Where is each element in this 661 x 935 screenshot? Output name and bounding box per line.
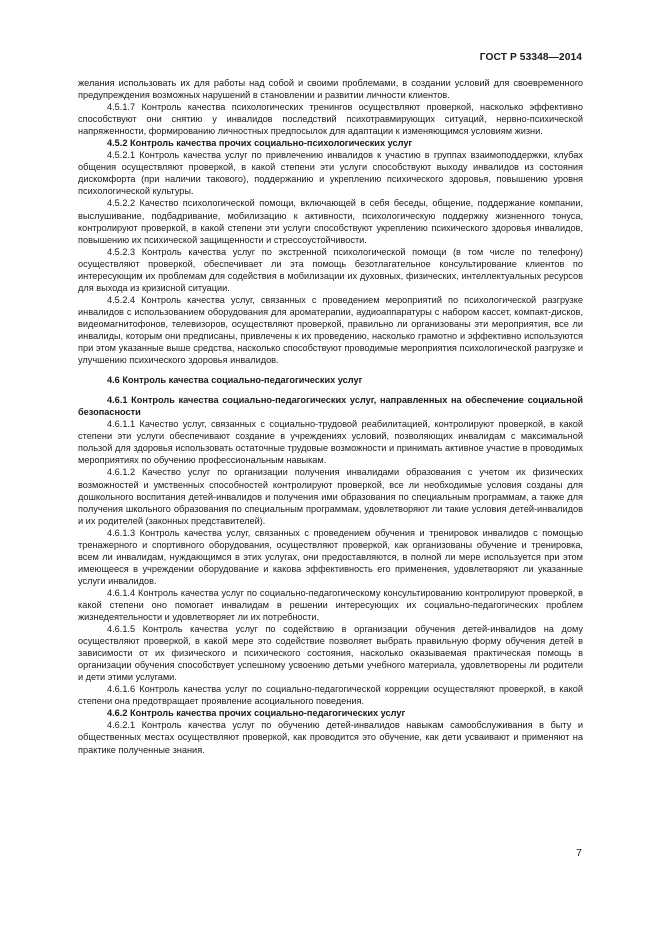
paragraph: 4.6.1.2 Качество услуг по организации получения инвалидами образования с учетом их физических возможностей и умственных способностей контролируют проверкой, все ли необходимые условия созданы для дошкольного воспитания детей-инвалидов и получения ими образования по специальным программам, а также для получения школьного образования по специальным программам, удовлетворяют ли такие условия детей-инвалидов и их родителей (законных представителей).: [78, 467, 583, 526]
paragraph: 4.6.1.1 Качество услуг, связанных с социально-трудовой реабилитацией, контролируют проверкой, в какой степени эти услуги обеспечивают создание в учреждениях условий, позволяющих инвалидам с максимальной пользой для здоровья использовать остаточные трудовые возможности и принимать активное участие в проводимых мероприятиях по обучению профессиональным навыкам.: [78, 419, 583, 466]
paragraph: 4.5.2.1 Контроль качества услуг по привлечению инвалидов к участию в группах взаимоподдержки, клубах общения осуществляют проверкой, в какой степени эти услуги способствуют выходу инвалидов из состояния дискомфорта (при наличии такового), поддержанию и укреплению психического здоровья, повышению уровня психологической культуры.: [78, 150, 583, 197]
paragraph: 4.5.1.7 Контроль качества психологических тренингов осуществляют проверкой, насколько эффективно способствуют они снятию у инвалидов последствий психотравмирующих ситуаций, нервно-психической напряженности, формированию личностных предпосылок для адаптации к изменяющимся условиям жизни.: [78, 102, 583, 137]
paragraph: 4.6.1.4 Контроль качества услуг по социально-педагогическому консультированию контролируют проверкой, в какой степени оно помогает инвалидам в решении интересующих их социально-педагогических проблем жизнедеятельности и удовлетворяет ли их потребности.: [78, 587, 583, 623]
paragraph: 4.5.2.3 Контроль качества услуг по экстренной психологической помощи (в том числе по телефону) осуществляют проверкой, обеспечивает ли эта помощь безотлагательное консультирование клиентов по интересующим их проблемам для содействия в мобилизации их духовных, физических, интеллектуальных ресурсов для выхода из кризисной ситуации.: [78, 246, 583, 293]
paragraph: 4.5.2.4 Контроль качества услуг, связанных с проведением мероприятий по психологической разгрузке инвалидов с использованием оборудования для ароматерапии, аудиоаппаратуры с набором кассет, компакт-дисков, видеомагнитофонов, телевизоров, осуществляют проверкой, правильно ли организованы эти мероприятия, все ли инвалиды, которым они предписаны, привлечены к их проведению, насколько грамотно и эффективно используются при этом указанные выше средства, насколько способствуют проводимые мероприятия психологической разгрузке и улучшению психического здоровья инвалидов.: [78, 294, 583, 366]
paragraph: желания использовать их для работы над собой и своими проблемами, в создании условий для своевременного предупреждения возможных нарушений в становлении и развитии личности клиентов.: [78, 78, 583, 101]
page-number: 7: [576, 847, 582, 859]
standard-header: ГОСТ Р 53348—2014: [479, 52, 582, 63]
paragraph: 4.6.1.5 Контроль качества услуг по содействию в организации обучения детей-инвалидов на дому осуществляют проверкой, в какой мере это содействие позволяет выбрать правильную форму обучения детей в зависимости от их физического и психического состояния, насколько оказываемая практическая помощь в организации обучения способствует успешному усвоению детьми учебного материала, удовлетворены ли родители и дети этими услугами.: [78, 624, 583, 683]
document-body: [78, 77, 583, 756]
section-heading: 4.6.2 Контроль качества прочих социально-педагогических услуг: [107, 708, 406, 719]
section-heading: 4.5.2 Контроль качества прочих социально-психологических услуг: [107, 138, 413, 149]
section-heading: 4.6.1 Контроль качества социально-педагогических услуг, направленных на обеспечение социальной безопасности: [78, 395, 583, 418]
paragraph: 4.6.1.6 Контроль качества услуг по социально-педагогической коррекции осуществляют проверкой, в какой степени она предотвращает проявление асоциального поведения.: [78, 684, 583, 707]
paragraph: 4.5.2.2 Качество психологической помощи, включающей в себя беседы, общение, поддержание компании, выслушивание, подбадривание, мобилизацию к активности, психологическую поддержку жизненного тонуса, контролируют проверкой, в какой степени эти услуги способствуют укреплению психического здоровья инвалидов, повышению их психической защищенности и стрессоустойчивости.: [78, 198, 583, 245]
section-heading: 4.6 Контроль качества социально-педагогических услуг: [107, 375, 363, 386]
paragraph: 4.6.2.1 Контроль качества услуг по обучению детей-инвалидов навыкам самообслуживания в быту и общественных местах осуществляют проверкой, как проводится это обучение, как дети усваивают и применяют на практике полученные знания.: [78, 720, 583, 755]
paragraph: 4.6.1.3 Контроль качества услуг, связанных с проведением обучения и тренировок инвалидов с помощью тренажерного и спортивного оборудования, осуществляют проверкой, как организованы обучение и тренировка, всем ли инвалидам, нуждающимся в этих услугах, они предоставляются, в полной ли мере используется при этом имеющееся в учреждении оборудование и какова эффективность его применения, удовлетворяют ли указанные услуги инвалидов.: [78, 527, 583, 586]
